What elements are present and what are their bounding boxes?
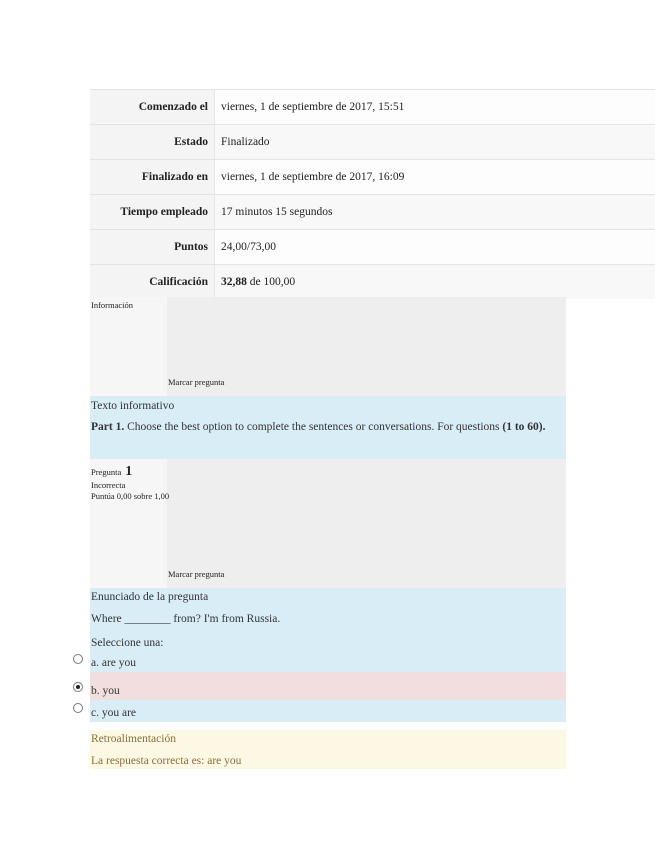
summary-value: viernes, 1 de septiembre de 2017, 16:09 — [215, 160, 655, 195]
summary-key: Comenzado el — [90, 90, 215, 125]
select-one-prompt: Seleccione una: — [91, 637, 164, 649]
info-heading: Texto informativo — [91, 400, 175, 412]
info-text — [91, 420, 563, 434]
flag-question-link[interactable]: Marcar pregunta — [168, 377, 225, 387]
part-label: Part 1. — [91, 421, 125, 433]
question-info — [90, 459, 566, 588]
part-range: (1 to 60). — [502, 421, 546, 433]
summary-key: Puntos — [90, 230, 215, 265]
summary-row-finished — [90, 160, 655, 195]
summary-key: Tiempo empleado — [90, 195, 215, 230]
feedback-heading: Retroalimentación — [91, 733, 176, 745]
summary-key: Finalizado en — [90, 160, 215, 195]
question-text: Where ________ from? I'm from Russia. — [91, 613, 281, 625]
question-content — [90, 588, 566, 672]
summary-row-time — [90, 195, 655, 230]
question-score: Puntúa 0,00 sobre 1,00 — [91, 491, 170, 501]
flag-question-link[interactable]: Marcar pregunta — [168, 569, 225, 579]
summary-value — [215, 265, 655, 300]
question-state: Incorrecta — [91, 480, 126, 490]
summary-key: Estado — [90, 125, 215, 160]
selected-option-row — [90, 672, 566, 700]
summary-value: viernes, 1 de septiembre de 2017, 15:51 — [215, 90, 655, 125]
summary-value: 24,00/73,00 — [215, 230, 655, 265]
option-c-row — [90, 700, 566, 722]
grade-value: 32,88 — [221, 276, 247, 288]
summary-row-points — [90, 230, 655, 265]
info-content — [90, 396, 566, 459]
info-sidebar — [90, 297, 167, 396]
option-c-label[interactable]: c. you are — [91, 707, 137, 719]
question-number — [91, 462, 132, 480]
feedback-block — [90, 730, 566, 769]
summary-value: Finalizado — [215, 125, 655, 160]
option-b-radio[interactable] — [73, 682, 83, 692]
question-label: Pregunta — [91, 467, 122, 477]
option-b-label[interactable]: b. you — [91, 685, 120, 697]
info-block — [90, 297, 566, 396]
grade-max: de 100,00 — [246, 276, 296, 288]
summary-key: Calificación — [90, 265, 215, 300]
option-a-radio[interactable] — [73, 654, 83, 664]
option-c-radio[interactable] — [73, 703, 83, 713]
info-label: Información — [91, 300, 134, 310]
summary-row-grade — [90, 265, 655, 300]
option-a-label[interactable]: a. are you — [91, 657, 137, 669]
summary-value: 17 minutos 15 segundos — [215, 195, 655, 230]
attempt-summary-table — [90, 89, 655, 299]
part-instructions: Choose the best option to complete the sentences or conversations. For questions — [124, 421, 503, 433]
correct-answer: La respuesta correcta es: are you — [91, 755, 242, 767]
summary-row-started — [90, 90, 655, 125]
question-heading: Enunciado de la pregunta — [91, 591, 209, 603]
question-no: 1 — [125, 464, 133, 479]
summary-row-state — [90, 125, 655, 160]
